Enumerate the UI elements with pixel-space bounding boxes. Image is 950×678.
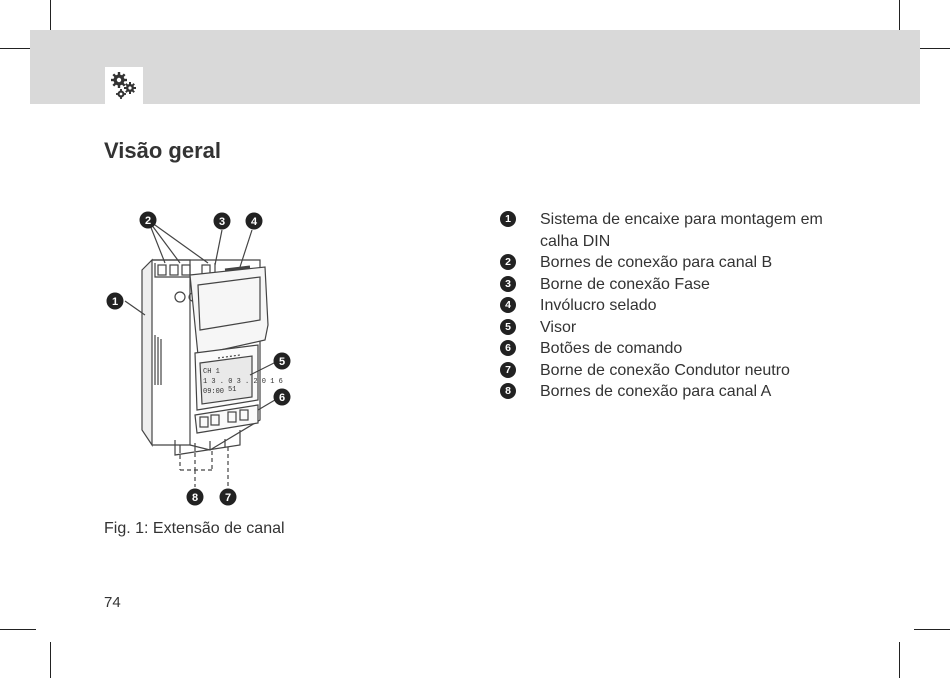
legend-number: 4 [500, 297, 516, 313]
legend-item [500, 295, 860, 317]
section-icon-box [105, 67, 143, 104]
callout-2 [140, 212, 157, 229]
legend-item [500, 252, 860, 274]
legend-number: 3 [500, 276, 516, 292]
legend-text: Invólucro selado [540, 297, 657, 314]
legend-item [500, 317, 860, 339]
crop-mark [50, 642, 51, 678]
page-number: 74 [104, 594, 121, 611]
legend-text: Borne de conexão Fase [540, 275, 710, 293]
gears-icon [105, 67, 143, 104]
callout-1 [107, 293, 124, 310]
legend-item [500, 338, 860, 360]
timer-switch-illustration [100, 205, 300, 515]
figure-caption: Fig. 1: Extensão de canal [104, 520, 285, 537]
legend-text: Bornes de conexão para canal A [540, 383, 772, 400]
legend-text: Borne de conexão Condutor neutro [540, 361, 790, 379]
icon-pointer [119, 103, 131, 111]
legend-item [500, 360, 860, 382]
crop-mark [914, 629, 950, 630]
legend-number: 2 [500, 254, 516, 270]
legend-text: Sistema de encaixe para montagem em calha DIN [540, 211, 823, 250]
svg-text:3: 3 [218, 216, 226, 228]
svg-text:8: 8 [191, 492, 199, 504]
crop-mark [899, 642, 900, 678]
legend-number: 1 [500, 211, 516, 227]
legend-text: Botões de comando [540, 340, 683, 357]
callout-3 [214, 213, 231, 230]
legend-item [500, 274, 860, 296]
legend-item [500, 209, 860, 252]
crop-mark [0, 629, 36, 630]
svg-text:5: 5 [278, 356, 286, 368]
legend-number: 7 [500, 362, 516, 378]
callout-8 [187, 489, 204, 506]
callout-7 [220, 489, 237, 506]
callout-6 [274, 389, 291, 406]
device-figure [100, 205, 300, 515]
legend-number: 8 [500, 383, 516, 399]
svg-text:4: 4 [250, 216, 258, 228]
svg-text:2: 2 [144, 215, 152, 227]
legend-text: Bornes de conexão para canal B [540, 254, 773, 271]
svg-text:6: 6 [278, 392, 286, 404]
legend-item [500, 381, 860, 403]
callout-4 [246, 213, 263, 230]
display-value: 51 [228, 386, 237, 394]
display-channel: CH 1 [203, 368, 220, 376]
display-time: 09:00 [203, 388, 225, 396]
callout-5 [274, 353, 291, 370]
svg-text:1: 1 [111, 296, 119, 308]
legend-number: 5 [500, 319, 516, 335]
header-band [30, 30, 920, 104]
display-date: 1 3 . 0 3 . 2 0 1 6 [203, 378, 283, 386]
svg-text:7: 7 [224, 492, 232, 504]
legend-list [500, 209, 860, 403]
page-title: Visão geral [104, 138, 221, 163]
legend-text: Visor [540, 318, 577, 336]
legend-number: 6 [500, 340, 516, 356]
